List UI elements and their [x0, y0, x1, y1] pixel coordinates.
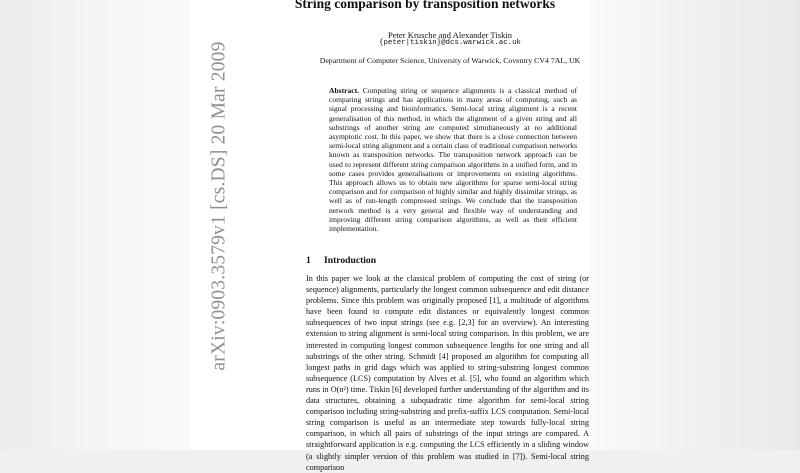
abstract-text: Computing string or sequence alignments is a classical method of comparing strings and has applications in many areas of computing, such as signal processing and bioinformatics. Semi-local string alignment is a recent generalisation of this method, in which the alignment of a given string and all substrings of another string are computed simultaneously at no additional asymptotic cost. In this paper, we show that there is a close connection between semi-local string alignment and a certain class of traditional comparison networks known as transposition networks. The transposition network approach can be used to represent different string comparison algorithms in a unified form, and in some cases provides generalisations or improvements on existing algorithms. This approach allows us to obtain new algorithms for sparse semi-local string comparison and for comparison of highly similar and highly dissimilar strings, as well as of run-length compressed strings. We conclude that the transposition network method is a very general and flexible way of understanding and improving different string comparison algorithms, as well as their efficient implementation. — [329, 86, 577, 234]
author-email: {peter|tiskin}@dcs.warwick.ac.uk — [379, 39, 521, 47]
paper-authors: Peter Krusche and Alexander Tiskin — [387, 30, 513, 40]
section-number: 1 — [306, 255, 311, 266]
abstract-block — [329, 86, 577, 233]
left-margin-background — [0, 0, 190, 450]
right-margin-background — [590, 0, 800, 450]
section-heading — [306, 255, 376, 266]
introduction-paragraph: In this paper we look at the classical problem of computing the cost of string (or sequence) alignments, particularly the longest common subsequence and edit distance problems. Since this problem was originally proposed [1], a multitude of algorithms have been found to compute edit distances or equivalently longest common subsequences of two input strings (see e.g. [2,3] for an overview). An interesting extension to string alignment is semi-local string comparison. In this problem, we are interested in computing longest common subsequence lengths for one string and all substrings of the other string. Schmidt [4] proposed an algorithm for computing all longest paths in grid dags which was applied to string-substring longest common subsequence (LCS) computation by Alves et al. [5], who found an algorithm which runs in O(n²) time. Tiskin [6] developed further understanding of the algorithm and its data structures, obtaining a subquadratic time algorithm for semi-local string comparison including string-substring and prefix-suffix LCS computation. Semi-local string comparison is useful as an intermediate step towards fully-local string comparison, in which all pairs of substrings of the input strings are compared. A straightforward application is e.g. computing the LCS efficiently in a sliding window (a slightly simpler version of this problem was studied in [7]). Semi-local string comparison — [306, 274, 589, 472]
arxiv-stamp-text: arXiv:0903.3579v1 [cs.DS] 20 Mar 2009 — [209, 41, 230, 371]
section-title: Introduction — [324, 255, 377, 266]
abstract-label: Abstract. — [329, 86, 359, 95]
author-affiliation: Department of Computer Science, University of Warwick, Coventry CV4 7AL, UK — [319, 56, 581, 65]
paper-title: String comparison by transposition networks — [294, 0, 556, 11]
arxiv-stamp — [205, 41, 235, 371]
